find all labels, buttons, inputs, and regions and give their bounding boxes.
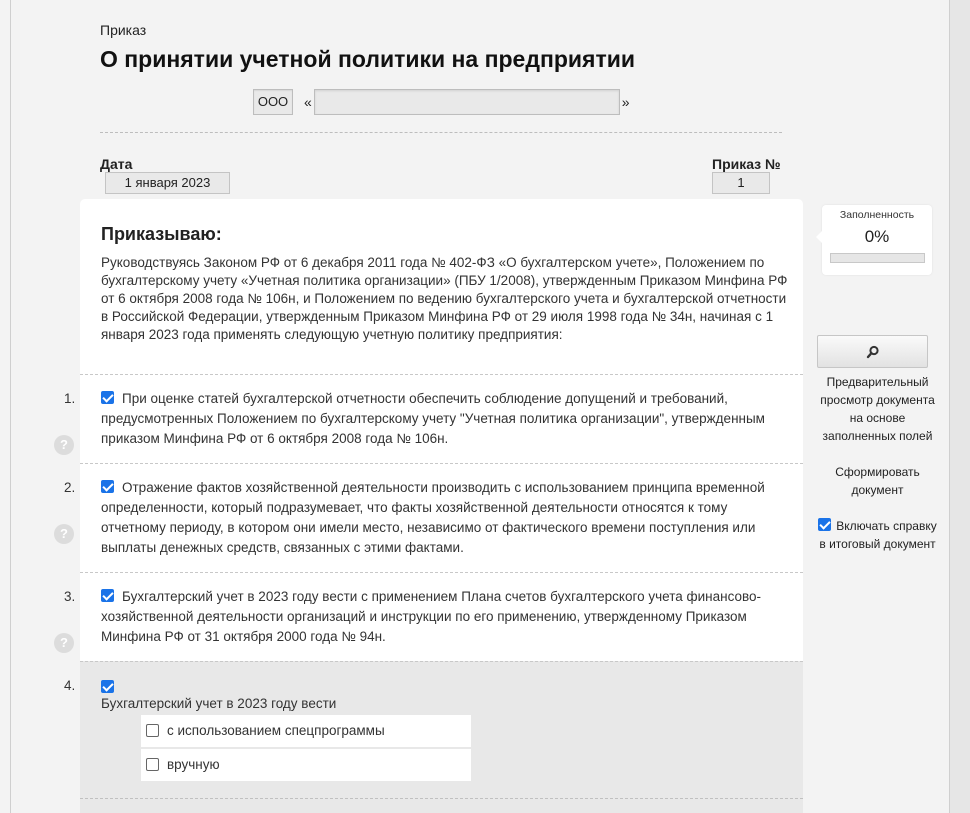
item-checkbox[interactable] — [101, 589, 114, 602]
quote-close: » — [621, 93, 630, 110]
item-text — [101, 587, 791, 647]
item-label: Бухгалтерский учет в 2023 году вести с применением Плана счетов бухгалтерского учета финансово-хозяйственной деятельности организаций и инструкции по его применению, утвержденному Приказом Минфина РФ от 31 октября 2000 года № 94н. — [101, 589, 762, 644]
include-help-label: Включать справку в итоговый документ — [819, 519, 937, 551]
item-number: 2. — [64, 480, 76, 495]
help-icon[interactable]: ? — [54, 524, 74, 544]
document-title: О принятии учетной политики на предприятии — [100, 46, 635, 72]
window-edge — [950, 0, 970, 813]
list-item — [80, 463, 803, 572]
progress-label: Заполненность — [839, 209, 915, 221]
magnifier-icon — [866, 345, 880, 359]
item-label: При оценке статей бухгалтерской отчетности обеспечить соблюдение допущений и требований, предусмотренных Положением по бухгалтерскому учету "Учетная политика организации", утвержденным приказом Минфина РФ от 6 октября 2008 года № 106н. — [101, 391, 765, 446]
help-icon[interactable]: ? — [54, 435, 74, 455]
option-label: вручную — [167, 757, 220, 772]
item-label: Бухгалтерский учет в 2023 году вести — [101, 696, 337, 711]
orders-card — [80, 199, 803, 813]
item-number: 1. — [64, 391, 76, 406]
orders-intro: Руководствуясь Законом РФ от 6 декабря 2011 года № 402-ФЗ «О бухгалтерском учете», Положением по бухгалтерскому учету «Учетная политика организации» (ПБУ 1/2008), утвержденным Приказом Минфина РФ от 6 октября 2008 года № 106н, и Положением по ведению бухгалтерского учета и бухгалтерской отчетности в Российской Федерации, утвержденным Приказом Минфина РФ от 29 июля 1998 года № 34н, начиная с 1 января 2023 года применять следующую учетную политику предприятия: — [101, 255, 788, 342]
item-checkbox[interactable] — [101, 391, 114, 404]
help-icon[interactable]: ? — [54, 633, 74, 653]
option-manual[interactable] — [141, 749, 471, 781]
item-checkbox[interactable] — [101, 680, 114, 693]
generate-document-link[interactable]: Сформировать документ — [835, 465, 920, 497]
item-text — [101, 389, 791, 449]
item-4-checkbox-wrap — [101, 679, 122, 697]
item-label: Отражение фактов хозяйственной деятельности производить с использованием принципа временной определенности, который подразумевает, что факты хозяйственной деятельности относятся к тому отчетному периоду, в котором они имели место, независимо от фактического времени поступления или выплаты денежных средств, связанных с этими фактами. — [101, 480, 765, 555]
item-text — [101, 478, 791, 558]
quote-open: « — [304, 93, 312, 110]
date-field[interactable]: 1 января 2023 — [105, 172, 230, 194]
option-checkbox[interactable] — [146, 758, 159, 771]
progress-bar — [830, 253, 925, 263]
list-item — [80, 374, 803, 463]
list-item — [80, 572, 803, 661]
include-help-checkbox[interactable] — [818, 518, 831, 531]
option-checkbox[interactable] — [146, 724, 159, 737]
orders-heading: Приказываю: — [101, 224, 222, 244]
preview-button[interactable] — [817, 335, 928, 368]
preview-link[interactable]: Предварительный просмотр документа на основе заполненных полей — [820, 375, 935, 443]
item-divider — [80, 798, 803, 813]
organization-row — [253, 88, 630, 115]
org-name-input[interactable] — [314, 89, 620, 115]
order-number-label: Приказ № — [712, 156, 781, 172]
progress-card — [822, 205, 932, 275]
date-label: Дата — [100, 156, 133, 172]
header-divider — [100, 132, 782, 133]
order-number-field[interactable]: 1 — [712, 172, 770, 194]
item-number: 3. — [64, 589, 76, 604]
document-type-label: Приказ — [100, 22, 147, 38]
item-number: 4. — [64, 678, 76, 693]
item-checkbox[interactable] — [101, 480, 114, 493]
include-help-toggle[interactable] — [815, 517, 940, 553]
org-type-select[interactable]: ООО — [253, 89, 293, 115]
list-item — [80, 661, 803, 798]
progress-value: 0% — [864, 227, 890, 246]
option-label: с использованием спецпрограммы — [167, 723, 385, 738]
option-special-program[interactable] — [141, 715, 471, 747]
